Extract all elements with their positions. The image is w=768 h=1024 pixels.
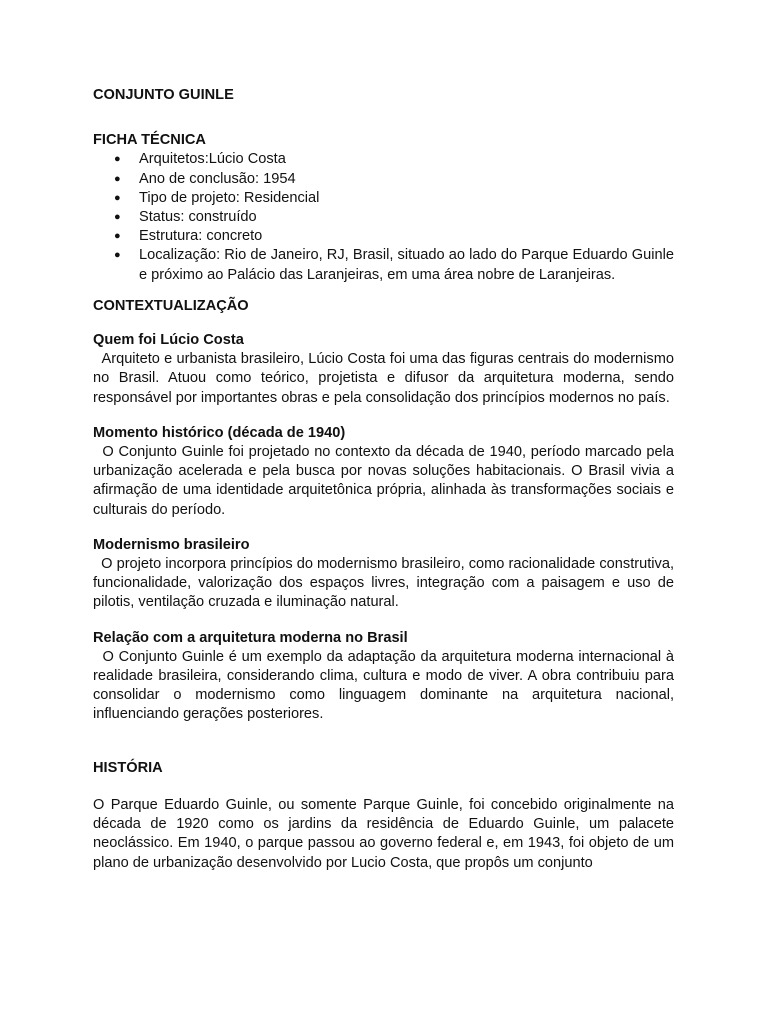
bullet-icon: ● — [114, 191, 121, 204]
list-item-text: Arquitetos:Lúcio Costa — [139, 151, 286, 168]
section-modernismo-brasileiro — [93, 536, 679, 613]
historia-heading: HISTÓRIA — [93, 759, 163, 776]
subsection-paragraph: O Conjunto Guinle é um exemplo da adaptação da arquitetura moderna internacional à realidade brasileira, considerando clima, cultura e modo de viver. A obra contribuiu para consolidar o modernismo como linguagem dominante na arquitetura nacional, influenciando gerações posteriores. — [93, 648, 679, 723]
document-page — [93, 86, 679, 873]
list-item-text: Estrutura: concreto — [139, 228, 263, 245]
list-item — [114, 246, 674, 284]
list-item — [114, 227, 674, 246]
list-item-text: Tipo de projeto: Residencial — [139, 189, 320, 206]
bullet-icon: ● — [114, 153, 121, 166]
subsection-title: Modernismo brasileiro — [93, 536, 250, 553]
list-item-text: Ano de conclusão: 1954 — [139, 170, 296, 187]
subsection-title: Quem foi Lúcio Costa — [93, 332, 244, 349]
list-item-text: Localização: Rio de Janeiro, RJ, Brasil, situado ao lado do Parque Eduardo Guinle e próximo ao Palácio das Laranjeiras, em uma área nobre de Laranjeiras. — [139, 247, 674, 283]
subsection-paragraph: O Conjunto Guinle foi projetado no contexto da década de 1940, período marcado pela urbanização acelerada e pela busca por novas soluções habitacionais. O Brasil vivia a afirmação de uma identidade arquitetônica própria, alinhada às transformações sociais e culturais do período. — [93, 444, 679, 518]
section-relacao-arquitetura-moderna — [93, 629, 679, 725]
bullet-icon: ● — [114, 172, 121, 185]
subsection-title: Momento histórico (década de 1940) — [93, 424, 346, 441]
section-quem-foi-lucio-costa — [93, 331, 679, 408]
contextualizacao-heading: CONTEXTUALIZAÇÃO — [93, 297, 249, 314]
ficha-tecnica-heading: FICHA TÉCNICA — [93, 132, 206, 149]
document-title: CONJUNTO GUINLE — [93, 87, 234, 103]
bullet-icon: ● — [114, 249, 121, 262]
list-item — [114, 150, 674, 169]
ficha-tecnica-list — [93, 150, 674, 284]
section-momento-historico — [93, 424, 679, 520]
list-item — [114, 170, 674, 189]
list-item-text: Status: construído — [139, 209, 257, 226]
historia-paragraph: O Parque Eduardo Guinle, ou somente Parque Guinle, foi concebido originalmente na década de 1920 como os jardins da residência de Eduardo Guinle, um palacete neoclássico. Em 1940, o parque passou ao governo federal e, em 1943, foi objeto de um plano de urbanização desenvolvido por Lucio Costa, que propôs um conjunto — [93, 796, 674, 871]
list-item — [114, 208, 674, 227]
subsection-paragraph: O projeto incorpora princípios do modernismo brasileiro, como racionalidade construtiva, funcionalidade, valorização dos espaços livres, integração com a paisagem e uso de pilotis, ventilação cruzada e iluminação natural. — [93, 556, 679, 611]
list-item — [114, 189, 674, 208]
bullet-icon: ● — [114, 211, 121, 224]
subsection-paragraph: Arquiteto e urbanista brasileiro, Lúcio Costa foi uma das figuras centrais do modernismo no Brasil. Atuou como teórico, projetista e difusor da arquitetura moderna, sendo responsável por importantes obras e pela consolidação dos princípios modernos no país. — [93, 351, 679, 406]
subsection-title: Relação com a arquitetura moderna no Brasil — [93, 629, 408, 646]
bullet-icon: ● — [114, 230, 121, 243]
